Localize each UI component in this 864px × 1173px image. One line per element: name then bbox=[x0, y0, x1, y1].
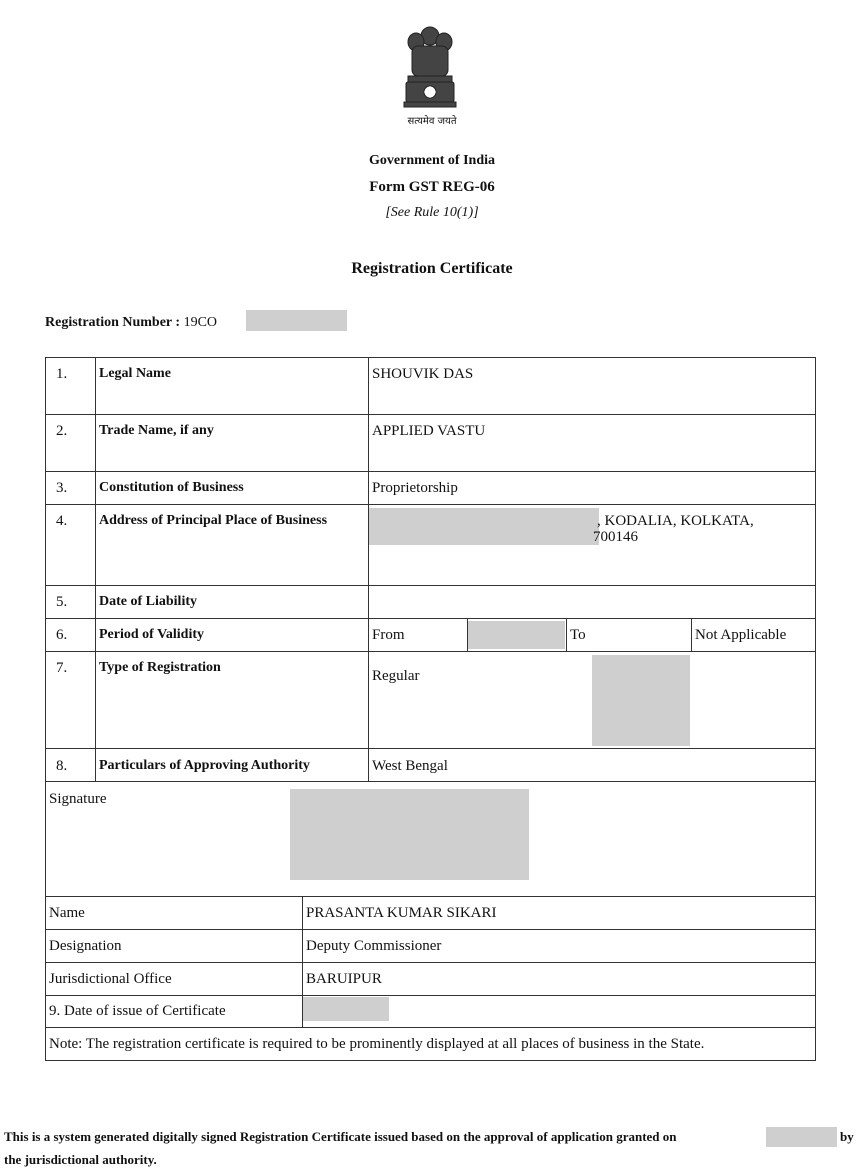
row-number: 6. bbox=[56, 627, 68, 643]
authority-designation-value: Deputy Commissioner bbox=[306, 938, 442, 954]
registration-number-label: Registration Number : 19CO bbox=[45, 315, 218, 330]
validity-to-label: To bbox=[570, 627, 586, 643]
authority-name-label: Name bbox=[49, 905, 85, 921]
government-heading: Government of India bbox=[369, 153, 495, 168]
redacted-qr-code bbox=[592, 655, 690, 746]
row-value-type-of-registration: Regular bbox=[372, 668, 420, 684]
footer-line-1-end: by bbox=[840, 1129, 854, 1144]
date-of-issue-label: 9. Date of issue of Certificate bbox=[49, 1003, 226, 1019]
jurisdictional-office-value: BARUIPUR bbox=[306, 971, 382, 987]
national-emblem-icon bbox=[398, 22, 462, 112]
validity-from-label: From bbox=[372, 627, 405, 643]
row-number: 5. bbox=[56, 594, 68, 610]
row-label-period-of-validity: Period of Validity bbox=[99, 627, 205, 642]
row-number: 7. bbox=[56, 660, 68, 676]
footer-line-2: the jurisdictional authority. bbox=[4, 1152, 157, 1167]
row-value-approving-authority: West Bengal bbox=[372, 758, 448, 774]
validity-to-value: Not Applicable bbox=[695, 627, 787, 643]
row-label-address: Address of Principal Place of Business bbox=[99, 513, 328, 528]
row-value-address-pin: 700146 bbox=[593, 529, 638, 545]
row-number: 4. bbox=[56, 513, 68, 529]
emblem-motto: सत्यमेव जयते bbox=[407, 116, 457, 127]
display-note: Note: The registration certificate is required to be prominently displayed at all places of business in the State. bbox=[49, 1036, 705, 1052]
footer-statement bbox=[4, 1129, 677, 1145]
row-number: 3. bbox=[56, 480, 68, 496]
row-number: 1. bbox=[56, 366, 68, 382]
redacted-validity-from-date bbox=[468, 621, 565, 649]
page-title: Registration Certificate bbox=[351, 260, 513, 277]
registration-number-value: 19CO bbox=[183, 315, 218, 330]
row-value-legal-name: SHOUVIK DAS bbox=[372, 366, 474, 382]
signature-label: Signature bbox=[49, 791, 107, 807]
row-value-trade-name: APPLIED VASTU bbox=[372, 423, 486, 439]
footer-line-1: This is a system generated digitally signed Registration Certificate issued based on the approval of application granted on bbox=[4, 1129, 677, 1144]
row-label-trade-name: Trade Name, if any bbox=[99, 423, 214, 438]
form-name: Form GST REG-06 bbox=[369, 179, 495, 195]
redacted-approval-date bbox=[766, 1127, 837, 1147]
jurisdictional-office-label: Jurisdictional Office bbox=[49, 971, 172, 987]
rule-reference: [See Rule 10(1)] bbox=[385, 205, 479, 220]
row-label-date-of-liability: Date of Liability bbox=[99, 594, 197, 609]
row-number: 8. bbox=[56, 758, 68, 774]
row-value-address: , KODALIA, KOLKATA, bbox=[597, 513, 754, 529]
row-label-type-of-registration: Type of Registration bbox=[99, 660, 221, 675]
redacted-date-of-issue bbox=[303, 997, 389, 1021]
authority-designation-label: Designation bbox=[49, 938, 122, 954]
redacted-registration-number bbox=[246, 310, 347, 331]
authority-name-value: PRASANTA KUMAR SIKARI bbox=[306, 905, 497, 921]
row-label-approving-authority: Particulars of Approving Authority bbox=[99, 758, 310, 773]
redacted-signature bbox=[290, 789, 529, 880]
row-number: 2. bbox=[56, 423, 68, 439]
row-label-constitution: Constitution of Business bbox=[99, 480, 244, 495]
row-label-legal-name: Legal Name bbox=[99, 366, 171, 381]
row-value-constitution: Proprietorship bbox=[372, 480, 458, 496]
redacted-address bbox=[369, 508, 599, 545]
